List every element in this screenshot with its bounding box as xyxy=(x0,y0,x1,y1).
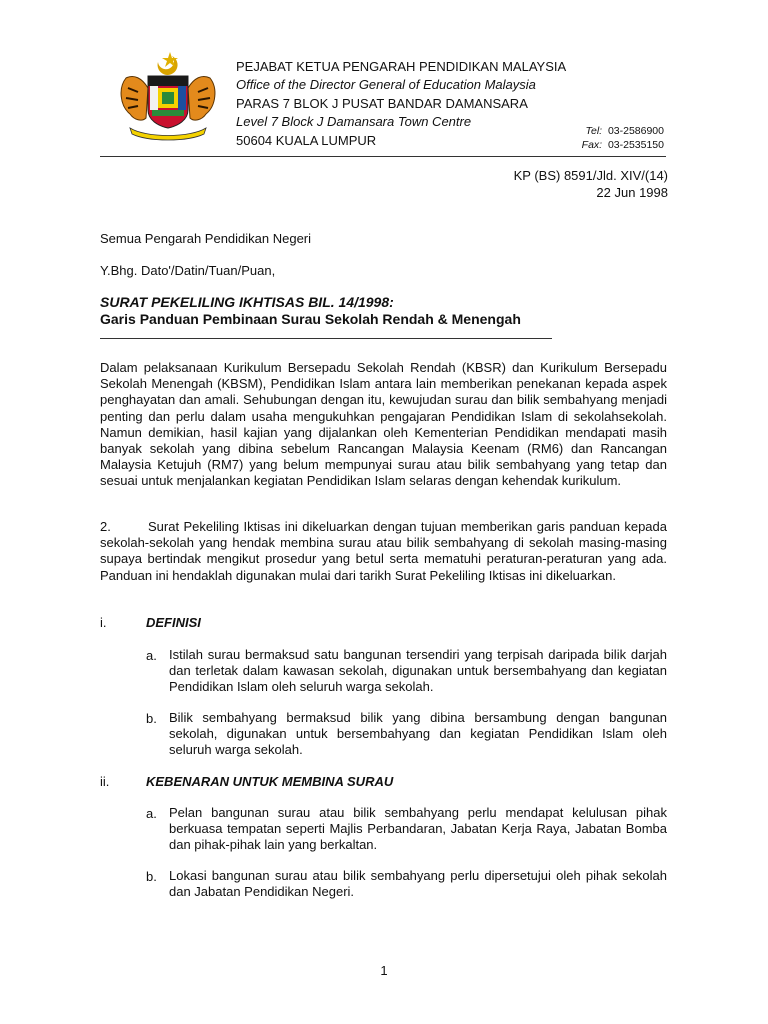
section-2-item-a-label: a. xyxy=(146,806,157,821)
paragraph-2 xyxy=(100,519,667,584)
fax-label: Fax: xyxy=(581,139,603,151)
address-line-malay: PARAS 7 BLOK J PUSAT BANDAR DAMANSARA xyxy=(236,95,528,111)
section-2-number: ii. xyxy=(100,774,110,789)
fax-number: 03-2535150 xyxy=(607,139,664,151)
section-1-number: i. xyxy=(100,615,107,630)
section-1-item-b-text: Bilik sembahyang bermaksud bilik yang dibina bersambung dengan bangunan sekolah, digunakan untuk bersembahyang dan kegiatan Pendidikan Islam oleh seluruh warga sekolah. xyxy=(169,710,667,758)
recipient: Semua Pengarah Pendidikan Negeri xyxy=(100,231,312,246)
office-header xyxy=(236,58,566,150)
section-2-item-a-text: Pelan bangunan surau atau bilik sembahyang perlu mendapat kelulusan pihak berkuasa tempatan seperti Majlis Perbandaran, Jabatan Kerja Raya, Jabatan Bomba dan pihak-pihak lain yang berkaltan. xyxy=(169,805,667,853)
office-name-malay: PEJABAT KETUA PENGARAH PENDIDIKAN MALAYSIA xyxy=(236,59,567,74)
letter-date: 22 Jun 1998 xyxy=(596,185,668,200)
title-underline xyxy=(100,338,552,339)
tel-number: 03-2586900 xyxy=(607,125,664,137)
office-name-english: Office of the Director General of Education Malaysia xyxy=(236,77,536,93)
section-2-item-b-label: b. xyxy=(146,869,157,884)
paragraph-2-text: Surat Pekeliling Iktisas ini dikeluarkan dengan tujuan memberikan garis panduan kepada sekolah-sekolah yang hendak membina surau atau bilik sembahyang di sekolah masing-masing supaya bertindak mengikut prosedur yang betul serta mematuhi peraturan-peraturan yang ada. Panduan ini hendaklah digunakan mulai dari tarikh Surat Pekeliling Iktisas ini dikeluarkan. xyxy=(100,519,667,583)
reference-block xyxy=(514,167,668,201)
section-2-title: KEBENARAN UNTUK MEMBINA SURAU xyxy=(146,774,394,789)
reference-number: KP (BS) 8591/Jld. XIV/(14) xyxy=(513,168,668,183)
paragraph-2-number: 2. xyxy=(100,519,111,534)
address-line-english: Level 7 Block J Damansara Town Centre xyxy=(236,114,472,130)
page-number: 1 xyxy=(380,963,388,978)
section-1-item-a-label: a. xyxy=(146,648,157,663)
circular-subtitle: Garis Panduan Pembinaan Surau Sekolah Rendah & Menengah xyxy=(100,311,521,327)
tel-label: Tel: xyxy=(585,125,603,137)
fax-line xyxy=(560,138,664,152)
malaysia-coat-of-arms-icon xyxy=(112,48,224,144)
section-2-item-b-text: Lokasi bangunan surau atau bilik sembahyang perlu dipersetujui oleh pihak sekolah dan Jabatan Pendidikan Negeri. xyxy=(169,868,667,900)
section-1-title: DEFINISI xyxy=(146,615,201,630)
address-postcode-city: 50604 KUALA LUMPUR xyxy=(236,132,377,148)
header-divider xyxy=(100,156,666,157)
section-1-item-a-text: Istilah surau bermaksud satu bangunan tersendiri yang terpisah daripada bilik darjah dan terletak dalam kawasan sekolah, digunakan untuk bersembahyang dan kegiatan Pendidikan Islam oleh seluruh warga sekolah. xyxy=(169,647,667,695)
contact-block xyxy=(560,124,664,152)
circular-title: SURAT PEKELILING IKHTISAS BIL. 14/1998: xyxy=(100,294,394,310)
tel-line xyxy=(560,124,664,138)
section-1-item-b-label: b. xyxy=(146,711,157,726)
paragraph-1: Dalam pelaksanaan Kurikulum Bersepadu Sekolah Rendah (KBSR) dan Kurikulum Bersepadu Sekolah Menengah (KBSM), Pendidikan Islam antara lain memberikan penekanan kepada aspek penghayatan dan amali. Sehubungan dengan itu, kewujudan surau dan bilik sembahyang menjadi penting dan perlu dalam usaha mengukuhkan pengajaran Pendidikan Islam di sekolahsekolah. Namun demikian, hasil kajian yang dijalankan oleh Kementerian Pendidikan mendapati masih banyak sekolah yang dibina sebelum Rancangan Malaysia Keenam (RM6) dan Rancangan Malaysia Ketujuh (RM7) yang belum mempunyai surau atau bilik sembahyang yang tetap dan sesuai untuk menjalankan kegiatan Pendidikan Islam selaras dengan kehendak kurikulum. xyxy=(100,360,667,489)
salutation: Y.Bhg. Dato'/Datin/Tuan/Puan, xyxy=(100,263,276,278)
